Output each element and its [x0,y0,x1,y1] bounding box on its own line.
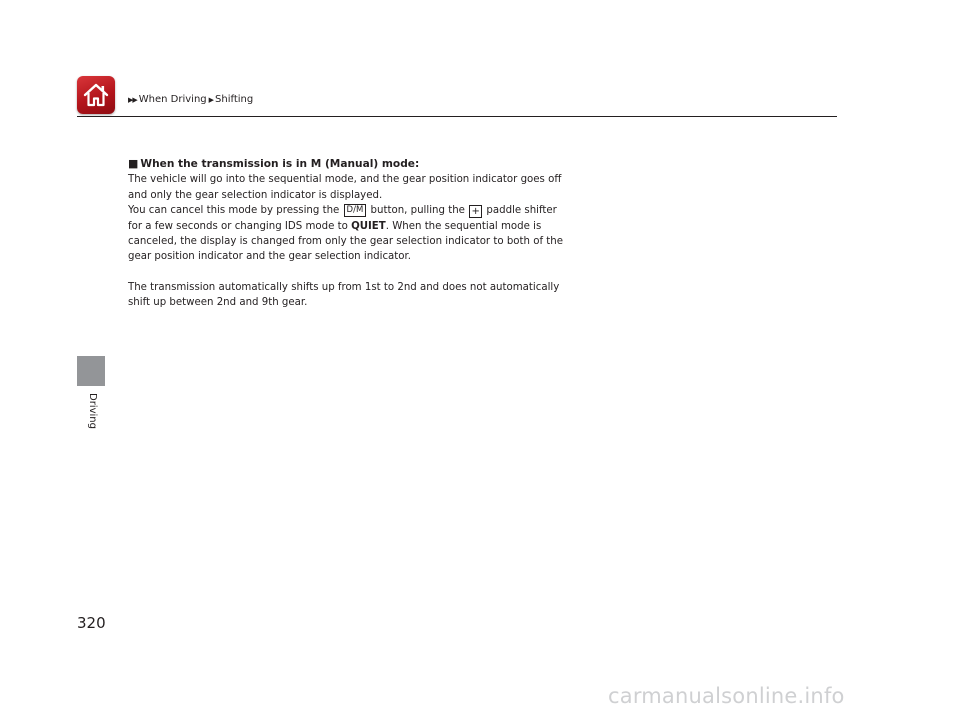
text-line: for a few seconds or changing IDS mode to [128,220,348,232]
section-tab[interactable] [77,356,105,386]
breadcrumb-item-shifting[interactable]: Shifting [215,94,254,105]
watermark: carmanualsonline.info [608,684,845,708]
text-line: shift up between 2nd and 9th gear. [128,297,308,309]
section-heading [128,156,568,172]
text-line: button, pulling the [370,205,465,217]
dm-button-symbol: D/M [344,204,367,217]
paragraph-1 [128,172,568,264]
section-tab-label: Driving [87,393,98,429]
text-line: paddle shifter [486,205,557,217]
breadcrumb-separator-icon: ▶ [208,95,214,104]
section-heading-text: When the transmission is in M (Manual) mode: [140,158,420,170]
paragraph-2 [128,280,568,311]
text-line: and only the gear selection indicator is displayed. [128,189,383,201]
breadcrumb-arrow-icon: ▶▶ [128,95,137,104]
breadcrumb [128,94,255,105]
page-number: 320 [77,614,106,632]
text-line: canceled, the display is changed from only the gear selection indicator to both of the [128,236,563,248]
text-line: The transmission automatically shifts up from 1st to 2nd and does not automatically [128,281,560,293]
text-line: The vehicle will go into the sequential mode, and the gear position indicator goes off [128,174,562,186]
header-divider [77,116,837,117]
text-line: . When the sequential mode is [385,220,542,232]
home-icon [82,82,110,108]
breadcrumb-item-when-driving[interactable]: When Driving [138,94,207,105]
quiet-mode-label: QUIET [351,220,386,232]
text-line: You can cancel this mode by pressing the [128,205,340,217]
text-line: gear position indicator and the gear selection indicator. [128,251,412,263]
main-content [128,156,568,311]
plus-paddle-symbol: + [469,205,482,218]
heading-marker-icon: ■ [128,157,139,170]
home-button[interactable] [77,76,115,114]
